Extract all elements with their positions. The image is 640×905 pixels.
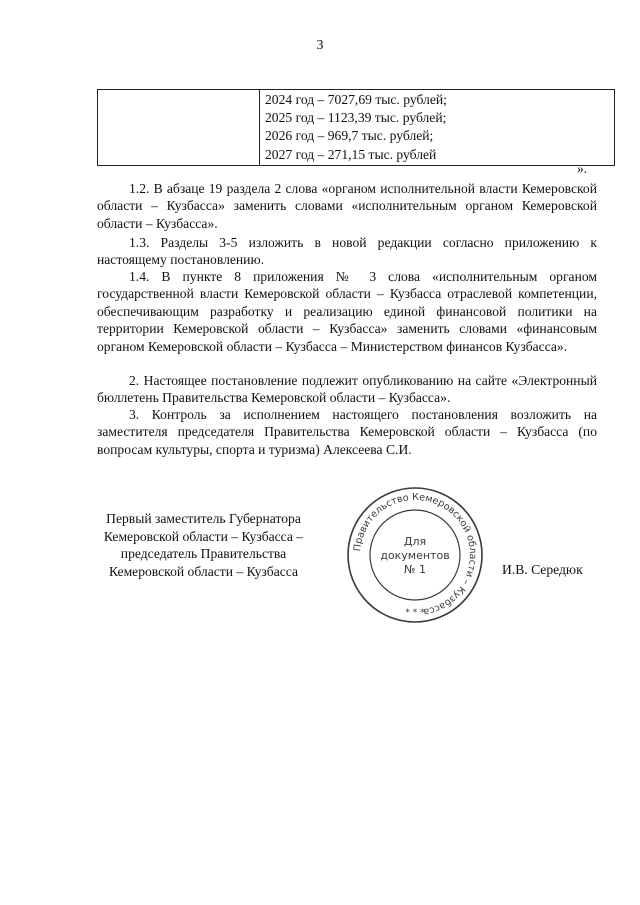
signatory-title-line: Кемеровской области – Кузбасса bbox=[108, 563, 299, 579]
stamp-star-icon: * * * bbox=[405, 608, 425, 618]
budget-table-empty-cell bbox=[98, 90, 260, 166]
paragraph-1-4: 1.4. В пункте 8 приложения № 3 слова «исполнительным органом государственной власти Кемеровской области – Кузбасса отраслевой компетенции, обеспечивающим разработку и реализацию единой финансовой политики на территории Кемеровской области – Кузбасса» заменить словами «финансовым органом Кемеровской области – Кузбасса – Министерством финансов Кузбасса». bbox=[97, 269, 597, 354]
paragraph-3: 3. Контроль за исполнением настоящего постановления возложить на заместителя председателя Правительства Кемеровской области – Кузбасса (по вопросам культуры, спорта и туризма) Алексеева С.И. bbox=[97, 407, 597, 457]
paragraph-1-3: 1.3. Разделы 3-5 изложить в новой редакции согласно приложению к настоящему постановлению. bbox=[97, 235, 597, 268]
page-number: 3 bbox=[316, 38, 324, 53]
signatory-title bbox=[97, 510, 310, 580]
budget-row-2026: 2026 год – 969,7 тыс. рублей; bbox=[265, 128, 434, 144]
budget-table bbox=[97, 89, 615, 166]
paragraph-1-2: 1.2. В абзаце 19 раздела 2 слова «органом исполнительной власти Кемеровской области – Кузбасса» заменить словами «исполнительным органом Кемеровской области – Кузбасса». bbox=[97, 181, 597, 231]
budget-row-2024: 2024 год – 7027,69 тыс. рублей; bbox=[265, 92, 447, 107]
stamp-ring-text: Правительство Кемеровской области – Кузбасса bbox=[352, 491, 479, 618]
stamp-center-line: Для bbox=[403, 535, 427, 548]
closing-quote: ». bbox=[577, 161, 588, 176]
signatory-name: И.В. Середюк bbox=[502, 562, 583, 577]
signatory-title-line: Кемеровской области – Кузбасса – bbox=[103, 528, 304, 544]
paragraph-2: 2. Настоящее постановление подлежит опубликованию на сайте «Электронный бюллетень Правительства Кемеровской области – Кузбасса». bbox=[97, 373, 597, 406]
signatory-title-line: Первый заместитель Губернатора bbox=[106, 511, 301, 526]
signatory-title-line: председатель Правительства bbox=[120, 546, 287, 561]
stamp-center-line: № 1 bbox=[404, 563, 426, 576]
budget-row-2025: 2025 год – 1123,39 тыс. рублей; bbox=[265, 110, 447, 126]
official-stamp bbox=[345, 485, 485, 625]
stamp-center-line: документов bbox=[380, 549, 450, 562]
budget-row-2027: 2027 год – 271,15 тыс. рублей bbox=[265, 146, 437, 162]
budget-table-values-cell bbox=[260, 90, 615, 166]
